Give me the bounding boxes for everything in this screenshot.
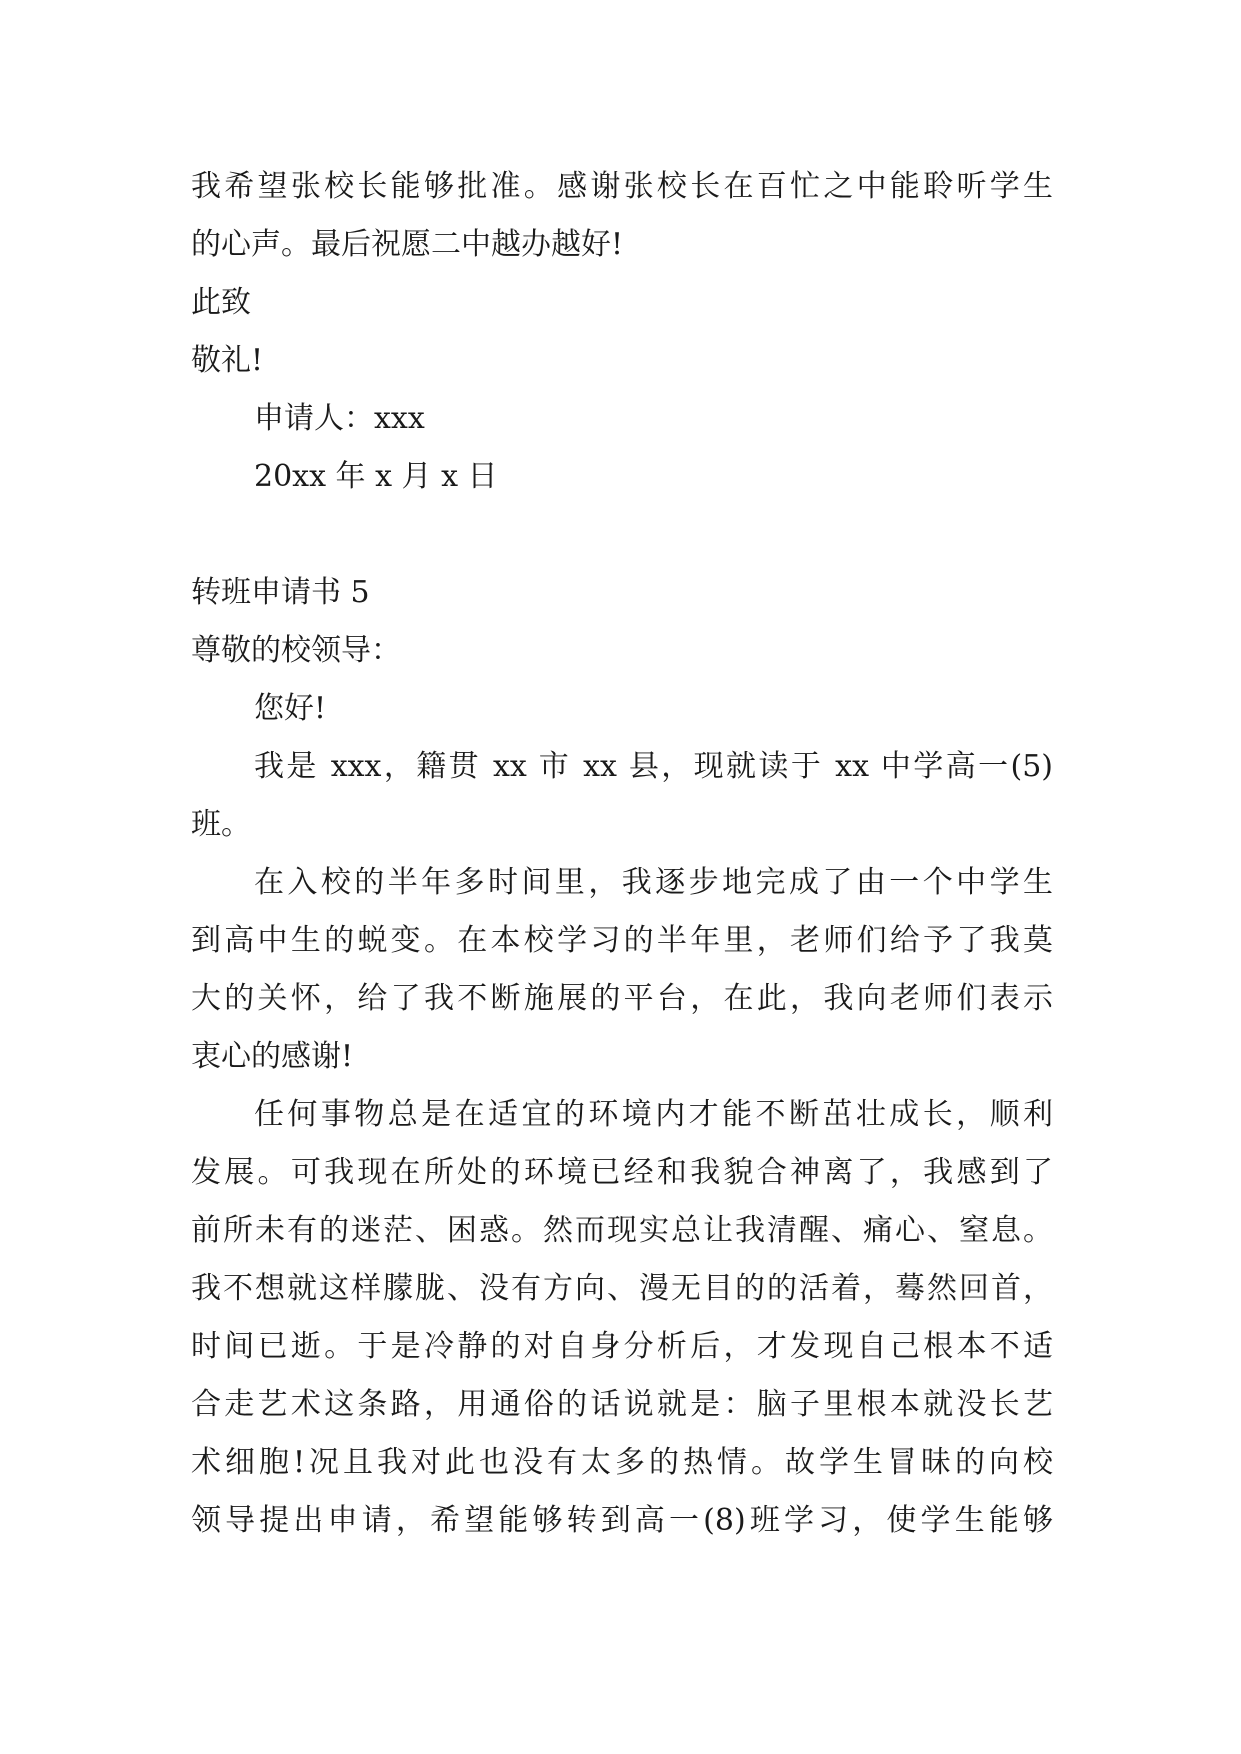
- paragraph-line: 领导提出申请，希望能够转到高一(8)班学习，使学生能够: [191, 1503, 1053, 1538]
- addressee: 尊敬的校领导：: [191, 633, 401, 668]
- paragraph-line: 术细胞!况且我对此也没有太多的热情。故学生冒昧的向校: [191, 1445, 1053, 1480]
- paragraph-line: 大的关怀，给了我不断施展的平台，在此，我向老师们表示: [191, 981, 1053, 1016]
- paragraph-line: 时间已逝。于是冷静的对自身分析后，才发现自己根本不适: [191, 1329, 1053, 1364]
- closing-text-line: 我希望张校长能够批准。感谢张校长在百忙之中能聆听学生: [191, 169, 1053, 204]
- greeting: 您好!: [254, 691, 327, 726]
- paragraph-line: 到高中生的蜕变。在本校学习的半年里，老师们给予了我莫: [191, 923, 1053, 958]
- paragraph-line: 班。: [191, 807, 251, 842]
- signature-date: 20xx 年 x 月 x 日: [254, 459, 498, 494]
- paragraph-line: 我是 xxx，籍贯 xx 市 xx 县，现就读于 xx 中学高一(5): [254, 749, 1053, 784]
- salutation-line: 此致: [191, 285, 251, 320]
- paragraph-line: 合走艺术这条路，用通俗的话说就是：脑子里根本就没长艺: [191, 1387, 1053, 1422]
- paragraph-line: 前所未有的迷茫、困惑。然而现实总让我清醒、痛心、窒息。: [191, 1213, 1053, 1248]
- paragraph-line: 任何事物总是在适宜的环境内才能不断茁壮成长，顺利: [254, 1097, 1053, 1132]
- applicant-signature: 申请人：xxx: [254, 401, 425, 436]
- paragraph-line: 在入校的半年多时间里，我逐步地完成了由一个中学生: [254, 865, 1053, 900]
- paragraph-line: 发展。可我现在所处的环境已经和我貌合神离了，我感到了: [191, 1155, 1053, 1190]
- salutation-line: 敬礼!: [191, 343, 264, 378]
- paragraph-line: 衷心的感谢!: [191, 1039, 354, 1074]
- paragraph-line: 我不想就这样朦胧、没有方向、漫无目的的活着，蓦然回首，: [191, 1271, 1053, 1306]
- closing-text-line: 的心声。最后祝愿二中越办越好!: [191, 227, 624, 262]
- letter-title: 转班申请书 5: [191, 575, 370, 610]
